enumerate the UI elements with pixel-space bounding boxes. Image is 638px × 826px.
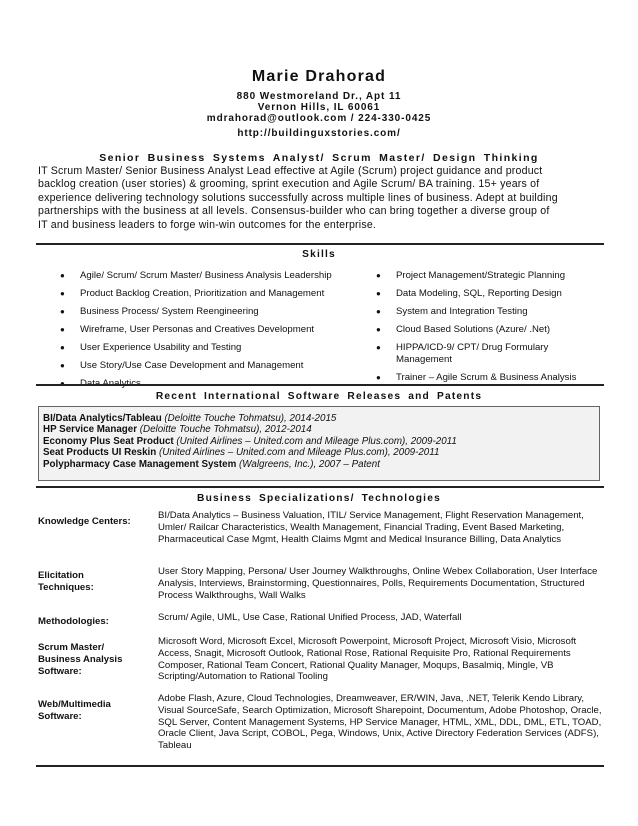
- release-item: [43, 413, 599, 424]
- skill-item: ● Project Management/Strategic Planning: [376, 270, 606, 282]
- section-divider: [36, 765, 604, 767]
- specialization-label: Web/Multimedia Software:: [38, 699, 111, 722]
- section-divider: [36, 486, 604, 488]
- release-detail: (United Airlines – United.com and Mileage Plus.com), 2009-2011: [176, 435, 457, 447]
- skill-item: ● HIPPA/ICD-9/ CPT/ Drug Formulary Management: [376, 342, 576, 366]
- skill-item: ● Wireframe, User Personas and Creatives Development: [60, 324, 370, 336]
- skill-item: ● User Experience Usability and Testing: [60, 342, 370, 354]
- release-product: HP Service Manager: [43, 424, 138, 436]
- skill-item: ● Business Process/ System Reengineering: [60, 306, 370, 318]
- website-link[interactable]: http://buildinguxstories.com/: [237, 128, 401, 139]
- address-line-1: 880 Westmoreland Dr., Apt 11: [236, 91, 402, 102]
- specialization-label: Elicitation Techniques:: [38, 570, 94, 593]
- releases-box: [38, 406, 600, 481]
- resume-name: Marie Drahorad: [251, 68, 387, 85]
- section-divider: [36, 384, 604, 386]
- specializations-heading: Business Specializations/ Technologies: [197, 493, 441, 504]
- specialization-label: Scrum Master/ Business Analysis Software:: [38, 642, 123, 677]
- skill-item: ● Agile/ Scrum/ Scrum Master/ Business Analysis Leadership: [60, 270, 370, 282]
- skill-item: ● Data Modeling, SQL, Reporting Design: [376, 288, 606, 300]
- specialization-label: Methodologies:: [38, 616, 109, 627]
- skill-item: ● Product Backlog Creation, Prioritization and Management: [60, 288, 370, 300]
- summary-line: IT and business leaders to forge win-win outcomes for the enterprise.: [38, 218, 377, 231]
- section-divider: [36, 243, 604, 245]
- specialization-text: BI/Data Analytics – Business Valuation, ITIL/ Service Management, Flight Reservation Management, Umler/ Railcar Characteristics, Wealth Management, Financial Trading, Event Based Marketing, Pharmaceutical Case Mgmt, Health Claims Mgmt and Medical Insurance Billing, Data Analytics: [158, 510, 584, 545]
- release-item: [43, 436, 599, 447]
- release-product: Seat Products UI Reskin: [43, 447, 157, 459]
- releases-heading: Recent International Software Releases and Patents: [155, 391, 483, 402]
- skill-item: ● Trainer – Agile Scrum & Business Analysis: [376, 372, 606, 384]
- skill-item: ● Data Analytics: [60, 378, 370, 390]
- specialization-text: User Story Mapping, Persona/ User Journey Walkthroughs, Online Webex Collaboration, User Interface Analysis, Interviews, Brainstorming, Questionnaires, Polls, Requirements Documentation, Structured Process Walkthroughs, Wall Walks: [158, 566, 598, 601]
- summary-line: partnerships with the business at all levels. Consensus-builder who can bring together a diverse group of: [38, 205, 550, 218]
- release-product: Polypharmacy Case Management System: [43, 458, 237, 470]
- address-line-2: Vernon Hills, IL 60061: [257, 102, 381, 113]
- specialization-text: Adobe Flash, Azure, Cloud Technologies, Dreamweaver, ER/WIN, Java, .NET, Telerik Kendo Library, Visual SourceSafe, Search Optimization, Microsoft Sharepoint, Documentum, Adobe Photoshop, Oracle, SQL Server, Content Management Systems, HP Service Manager, HTML, XML, DDL, DML, ETL, TOAD, Oracle Client, Java Script, COBOL, Pega, Windows, Unix, Active Directory Federation Services (ADFS), Tableau: [158, 693, 602, 752]
- release-detail: (United Airlines – United.com and Mileage Plus.com), 2009-2011: [158, 447, 440, 459]
- release-item: [43, 424, 599, 435]
- skill-item: ● Cloud Based Solutions (Azure/ .Net): [376, 324, 606, 336]
- release-detail: (Walgreens, Inc.), 2007 – Patent: [239, 458, 380, 470]
- skills-list-left: [60, 270, 370, 390]
- summary-paragraph: [38, 165, 604, 232]
- release-product: Economy Plus Seat Product: [43, 435, 174, 447]
- skill-item: ● Use Story/Use Case Development and Management: [60, 360, 370, 372]
- skills-list-right: [376, 270, 606, 384]
- specialization-text: Scrum/ Agile, UML, Use Case, Rational Unified Process, JAD, Waterfall: [158, 612, 462, 623]
- skill-item: ● System and Integration Testing: [376, 306, 606, 318]
- release-product: BI/Data Analytics/Tableau: [43, 413, 162, 424]
- summary-line: backlog creation (user stories) & grooming, sprint execution and Agile Scrum/ BA training. 15+ years of: [38, 178, 540, 191]
- specialization-text: Microsoft Word, Microsoft Excel, Microsoft Powerpoint, Microsoft Project, Microsoft Visio, Microsoft Access, Snagit, Microsoft Outlook, Rational Rose, Rational Requisite Pro, Rational Requirements Composer, Rational Team Concert, Rational Quality Manager, Moqups, Basalmiq, Mingle, VB Scripting/Automation to Rational Tooling: [158, 636, 577, 683]
- skills-heading: Skills: [302, 249, 336, 260]
- release-item: [43, 447, 599, 458]
- release-detail: (Deloitte Touche Tohmatsu), 2014-2015: [164, 413, 337, 424]
- summary-line: experience delivering technology solutions successfully across multiple lines of business. Adept at building: [38, 191, 558, 204]
- release-item: [43, 459, 599, 470]
- contact-line: mdrahorad@outlook.com / 224-330-0425: [206, 113, 432, 124]
- professional-headline: Senior Business Systems Analyst/ Scrum Master/ Design Thinking: [99, 152, 539, 164]
- release-detail: (Deloitte Touche Tohmatsu), 2012-2014: [139, 424, 312, 436]
- summary-line: IT Scrum Master/ Senior Business Analyst Lead effective at Agile (Scrum) project guidance and product: [38, 165, 543, 177]
- specialization-label: Knowledge Centers:: [38, 516, 131, 527]
